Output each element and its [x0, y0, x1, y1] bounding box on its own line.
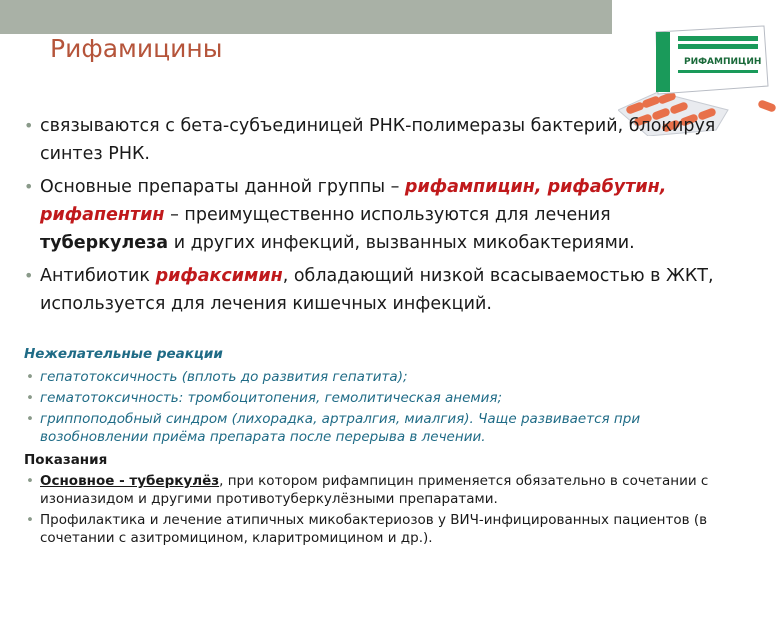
emphasis-tuberculosis: туберкулеза [40, 233, 169, 253]
side-effects-list [24, 368, 744, 446]
main-point-2-part1: Основные препараты данной группы – [40, 177, 405, 197]
main-point-3-part2: , обладающий низкой всасываемостью в ЖКТ, используется для лечения кишечных инфекций. [40, 266, 714, 314]
main-point-2-part2: – преимущественно используются для лечения [164, 205, 611, 225]
list-item: • Профилактика и лечение атипичных микобактериозов у ВИЧ-инфицированных пациентов (в сочетании с азитромицином, кларитромицином и др.). [24, 511, 744, 547]
drug-names: рифампицин, рифабутин, рифапентин [40, 177, 667, 225]
indications-list [24, 472, 744, 547]
list-item [24, 262, 744, 318]
list-item [24, 112, 744, 168]
list-item [24, 472, 744, 508]
main-indication: Основное - туберкулёз [40, 473, 220, 489]
side-effects-heading: Нежелательные реакции [24, 346, 223, 362]
slide-title: Рифамицины [50, 34, 223, 63]
main-point-1-text: связываются с бета-субъединицей РНК-полимеразы бактерий, блокируя синтез РНК. [40, 116, 716, 164]
list-item [24, 173, 744, 257]
main-bullet-list [24, 112, 744, 323]
header-bar [0, 0, 612, 34]
box-label: РИФАМПИЦИН [684, 57, 762, 67]
main-indication-rest: , при котором рифампицин применяется обязательно в сочетании с изониазидом и другими противотуберкулёзными препаратами. [40, 473, 709, 507]
indications-heading: Показания [24, 452, 108, 468]
list-item: • гематотоксичность: тромбоцитопения, гемолитическая анемия; [24, 389, 744, 407]
main-point-3-part1: Антибиотик [40, 266, 156, 286]
drug-name-rifaximin: рифаксимин [155, 266, 283, 286]
list-item: • гепатотоксичность (вплоть до развития гепатита); [24, 368, 744, 386]
medicine-box [656, 26, 768, 94]
main-point-2-part3: и других инфекций, вызванных микобактериями. [168, 233, 635, 253]
list-item: • гриппоподобный синдром (лихорадка, артралгия, миалгия). Чаще развивается при возобновлении приёма препарата после перерыва в лечении. [24, 410, 744, 446]
details-section [24, 346, 744, 550]
